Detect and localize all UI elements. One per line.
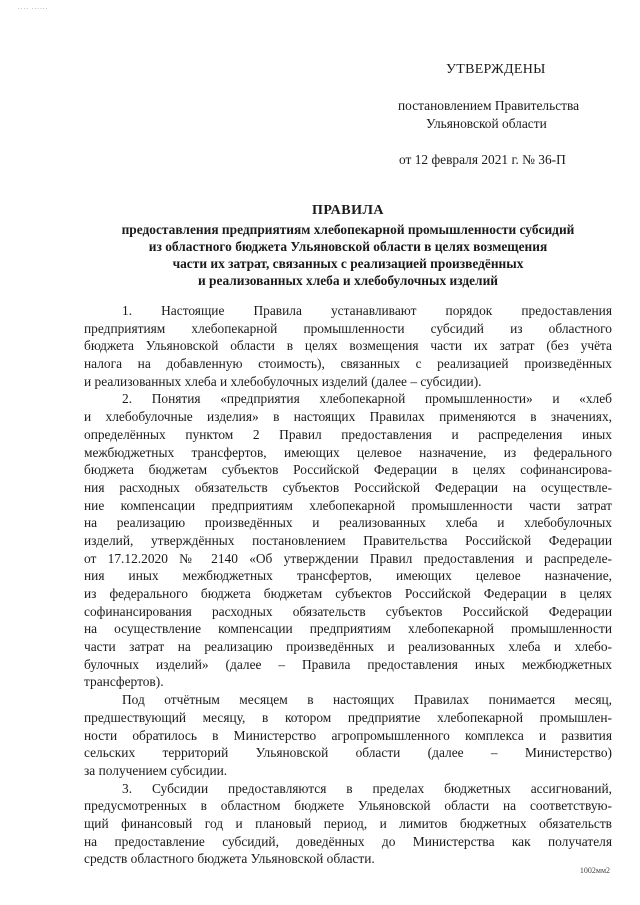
body-line: предприятиям хлебопекарной промышленности субсидий из областного — [84, 320, 612, 336]
title-subline: и реализованных хлеба и хлебобулочных изделий — [197, 273, 499, 288]
body-line: и хлебобулочные изделия» в настоящих Правилах применяются в значениях, — [84, 409, 612, 425]
body-line: Под отчётным месяцем в настоящих Правилах понимается месяц, — [122, 692, 612, 708]
body-line: на осуществление компенсации предприятиям хлебопекарной промышленности — [84, 621, 612, 637]
body-line: ния иных межбюджетных трансфертов, имеющих целевое назначение, — [84, 568, 612, 584]
body-line: щий финансовый год и плановый период, и лимитов бюджетных обязательств — [84, 815, 612, 831]
body-line: определённых пунктом 2 Правил предоставления и распределения иных — [84, 426, 612, 442]
body-line: части затрат на реализацию произведённых и реализованных хлеба и хлебо- — [84, 639, 612, 655]
body-line: межбюджетных трансфертов, имеющих целевое назначение, из федерального — [84, 444, 612, 460]
body-line: на предоставление субсидий, доведённых до Министерства как получателя — [84, 833, 612, 849]
body-line: средств областного бюджета Ульяновской области. — [84, 851, 375, 867]
body-line: бюджета бюджетам субъектов Российской Федерации в целях софинансирова- — [84, 462, 612, 478]
body-line: налога на добавленную стоимость), связанных с реализацией произведённых — [84, 356, 612, 372]
body-line: софинансирования расходных обязательств субъектов Российской Федерации — [84, 603, 612, 619]
body-line: ние компенсации предприятиям хлебопекарной промышленности части затрат — [84, 497, 612, 513]
body-line: предшествующий месяцу, в котором предприятие хлебопекарной промышлен- — [84, 709, 612, 725]
body-line: за получением субсидии. — [84, 762, 228, 778]
approval-line-2: Ульяновской области — [426, 116, 547, 131]
approval-date: от 12 февраля 2021 г. № 36-П — [399, 152, 566, 167]
body-line: на реализацию произведённых и реализованных хлеба и хлебобулочных — [84, 515, 612, 531]
approval-line-1: постановлением Правительства — [398, 98, 580, 113]
body-line: ния расходных обязательств субъектов Российской Федерации на осуществле- — [84, 479, 612, 495]
document-title: ПРАВИЛА — [311, 203, 385, 218]
body-line: из федерального бюджета бюджетам субъектов Российской Федерации в целях — [84, 586, 612, 601]
approved-label: УТВЕРЖДЕНЫ — [446, 62, 546, 77]
scan-marks: .... ...... — [18, 3, 49, 11]
title-subline: предоставления предприятиям хлебопекарной промышленности субсидий — [121, 222, 575, 237]
body-line: предусмотренных в областном бюджете Ульяновской области на соответствую- — [84, 798, 612, 814]
body-line: трансфертов). — [84, 674, 164, 690]
document-body — [84, 302, 612, 868]
body-line: сельских территорий Ульяновской области (далее – Министерство) — [84, 745, 612, 761]
body-line: 3. Субсидии предоставляются в пределах бюджетных ассигнований, — [122, 780, 612, 796]
body-line: бюджета Ульяновской области в целях возмещения части их затрат (без учёта — [84, 338, 612, 354]
body-line: 2. Понятия «предприятия хлебопекарной промышленности» и «хлеб — [122, 391, 612, 407]
body-line: от 17.12.2020 № 2140 «Об утверждении Правил предоставления и распределе- — [84, 550, 612, 566]
title-subline: из областного бюджета Ульяновской области в целях возмещения — [148, 239, 548, 254]
body-line: изделий, утверждённых постановлением Правительства Российской Федерации — [84, 532, 612, 548]
body-line: и реализованных хлеба и хлебобулочных изделий (далее – субсидии). — [84, 373, 482, 389]
title-subline: части их затрат, связанных с реализацией произведённых — [172, 256, 524, 271]
body-line: 1. Настоящие Правила устанавливают порядок предоставления — [122, 303, 612, 318]
document-code: 1002мм2 — [579, 866, 610, 875]
body-line: булочных изделий» (далее – Правила предоставления иных межбюджетных — [84, 656, 612, 672]
body-line: ности обратилось в Министерство агропромышленного комплекса и развития — [84, 727, 612, 743]
